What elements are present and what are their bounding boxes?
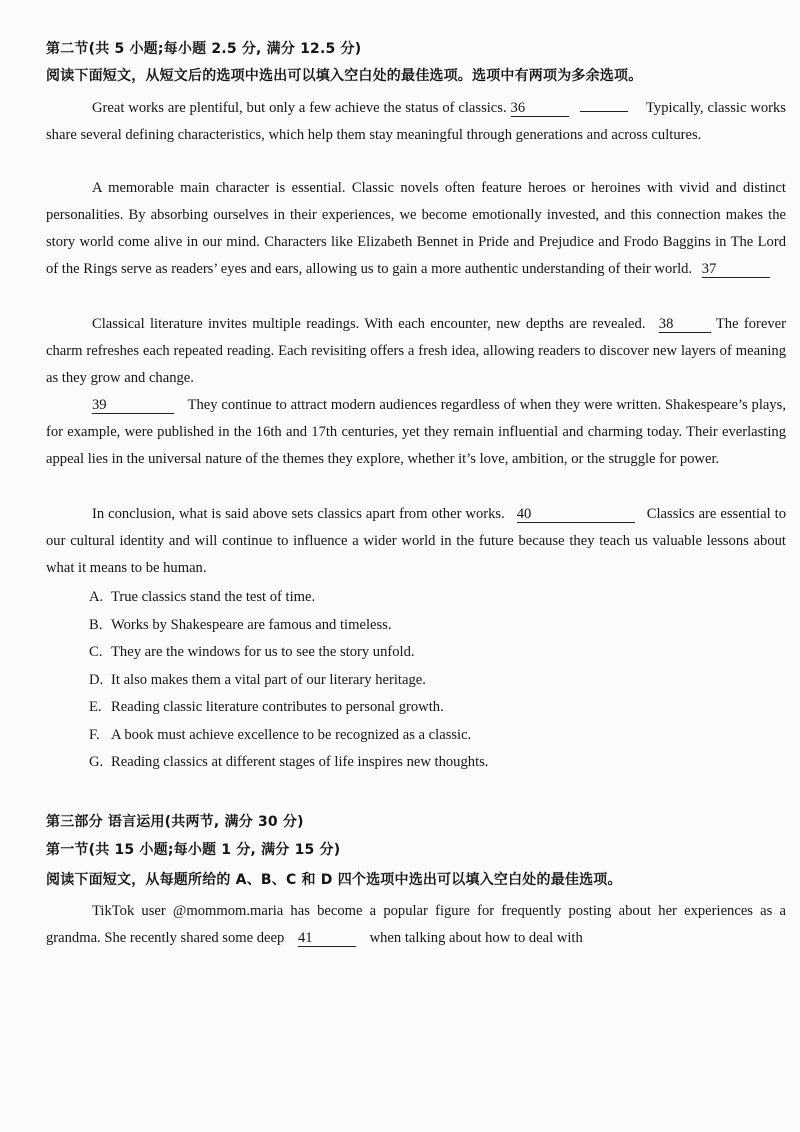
blank-39: 39: [92, 397, 174, 414]
option-text: Works by Shakespeare are famous and timeless.: [111, 617, 392, 633]
part-3-instruction: 阅读下面短文，从每题所给的 A、B、C 和 D 四个选项中选出可以填入空白处的最佳选项。: [46, 872, 622, 888]
option-letter: A.: [89, 589, 104, 605]
option-text: Reading classic literature contributes to personal growth.: [111, 699, 444, 715]
blank-41: 41: [298, 930, 356, 947]
option-letter: G.: [89, 754, 104, 770]
option-b: [89, 617, 779, 634]
passage-paragraph-4: [46, 392, 786, 473]
blank-38: 38: [659, 316, 711, 333]
passage-paragraph-5: [46, 501, 786, 582]
option-text: They are the windows for us to see the story unfold.: [111, 644, 415, 660]
option-a: [89, 589, 779, 606]
paragraph-5-text-after: Classics are essential to our cultural identity and will continue to influence a wider world in the future because they teach us valuable lessons about what it means to be human.: [46, 506, 786, 576]
option-text: A book must achieve excellence to be recognized as a classic.: [111, 727, 472, 743]
section-2-instruction: 阅读下面短文，从短文后的选项中选出可以填入空白处的最佳选项。选项中有两项为多余选项。: [46, 68, 643, 84]
blank-37: 37: [702, 261, 770, 278]
paragraph-1-text-before: Great works are plentiful, but only a few achieve the status of classics.: [92, 100, 507, 116]
part-3-section-1-header: 第一节(共 15 小题;每小题 1 分, 满分 15 分): [46, 842, 341, 858]
paragraph-2-text: A memorable main character is essential. Classic novels often feature heroes or heroines with vivid and distinct personalities. By absorbing ourselves in their experiences, we become emotionally invested, and this connection makes the story world come alive in our mind. Characters like Elizabeth Bennet in Pride and Prejudice and Frodo Baggins in The Lord of the Rings serve as readers’ eyes and ears, allowing us to gain a more authentic understanding of their world.: [46, 180, 786, 277]
option-c: [89, 644, 779, 661]
part-3-passage-text-before: TikTok user @mommom.maria has become a popular figure for frequently posting about her experiences as a grandma. She recently shared some deep: [46, 903, 786, 946]
paragraph-4-text: They continue to attract modern audiences regardless of when they were written. Shakespeare’s plays, for example, were published in the 16th and 17th centuries, yet they remain influential and charming today. Their everlasting appeal lies in the universal nature of the themes they explore, whether it’s love, ambition, or the struggle for power.: [46, 397, 786, 467]
paragraph-3-text-before: Classical literature invites multiple readings. With each encounter, new depths are revealed.: [92, 316, 646, 332]
blank-36: 36: [511, 100, 569, 117]
option-text: It also makes them a vital part of our literary heritage.: [111, 672, 426, 688]
blank-40: 40: [517, 506, 635, 523]
passage-paragraph-2: [46, 175, 786, 283]
option-f: [89, 727, 779, 744]
option-letter: E.: [89, 699, 102, 715]
part-3-header: 第三部分 语言运用(共两节, 满分 30 分): [46, 814, 304, 830]
passage-paragraph-1: [46, 95, 786, 149]
section-2-header: 第二节(共 5 小题;每小题 2.5 分, 满分 12.5 分): [46, 41, 362, 57]
passage-paragraph-3: [46, 311, 786, 392]
option-text: Reading classics at different stages of life inspires new thoughts.: [111, 754, 489, 770]
option-letter: C.: [89, 644, 103, 660]
option-letter: B.: [89, 617, 103, 633]
blank-36-extension: [580, 111, 628, 112]
paragraph-1-text-after: Typically, classic works share several defining characteristics, which help them stay meaningful through generations and across cultures.: [46, 100, 786, 143]
paragraph-3-text-after: The forever charm refreshes each repeated reading. Each revisiting offers a fresh idea, allowing readers to discover new layers of meaning as they grow and change.: [46, 316, 786, 386]
part-3-passage: [46, 898, 786, 952]
option-g: [89, 754, 779, 771]
part-3-passage-text-after: when talking about how to deal with: [369, 930, 583, 946]
paragraph-5-text-before: In conclusion, what is said above sets classics apart from other works.: [92, 506, 505, 522]
option-letter: D.: [89, 672, 104, 688]
option-text: True classics stand the test of time.: [111, 589, 316, 605]
option-d: [89, 672, 779, 689]
option-e: [89, 699, 779, 716]
option-letter: F.: [89, 727, 100, 743]
